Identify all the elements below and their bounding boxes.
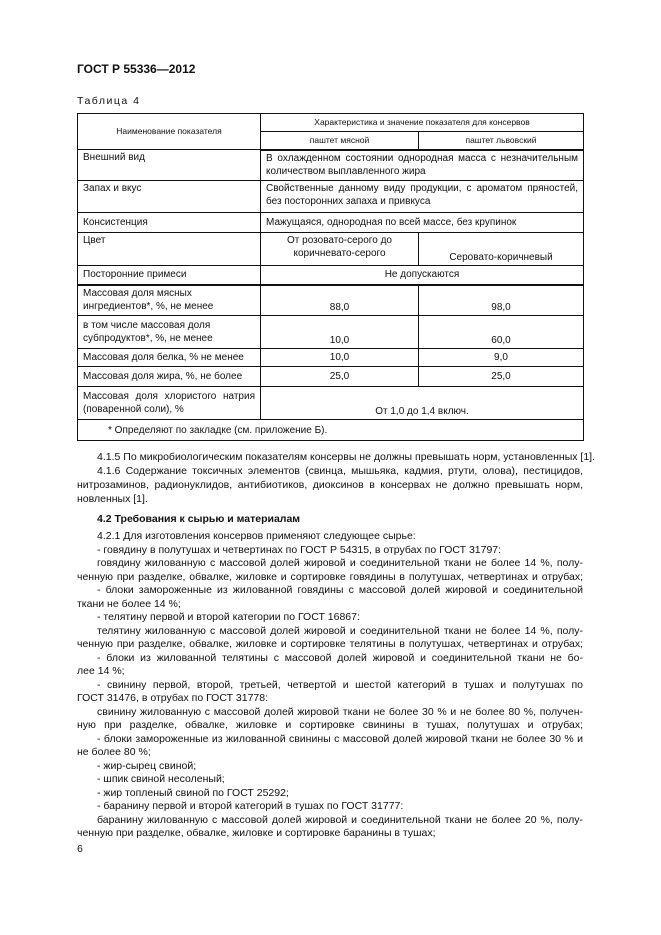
paragraph-line: свинину жилованную с массовой долей жировой ткани не более 30 % и не более 80 %, получен-	[97, 705, 583, 718]
paragraph-line: ченную при разделке, обвалке, жиловке и сортировке баранины в тушах;	[77, 827, 436, 839]
row-name: Внешний вид	[78, 150, 261, 181]
document-id: ГОСТ Р 55336—2012	[77, 62, 196, 76]
paragraph-line: - свинину первой, второй, третьей, четвертой и шестой категорий в тушах и полутушах по	[97, 678, 583, 691]
table-row	[78, 181, 584, 213]
row-value: От 1,0 до 1,4 включ.	[261, 387, 584, 420]
paragraph-line: баранину жилованную с массовой долей жировой и соединительной ткани не более 20 %, полу-	[97, 813, 583, 826]
row-value-1: 88,0	[261, 285, 419, 316]
paragraph-line: ченную при разделке, обвалке, жиловке и сортировке говядины в полутушах, четвертинах и отрубах;	[77, 570, 583, 583]
table-row	[78, 316, 584, 349]
row-name: Массовая доля хлористого натрия (поваренной соли), %	[78, 387, 261, 420]
row-name: Массовая доля жира, %, не более	[78, 367, 261, 387]
paragraph-line: - блоки замороженные из жилованной свинины с массовой долей жировой ткани не более 30 % и	[97, 732, 583, 745]
paragraph-line: лее 14 %;	[77, 665, 125, 677]
paragraph-line: 4.2.1 Для изготовления консервов применяют следующее сырье:	[97, 530, 416, 542]
row-value-2: 25,0	[419, 367, 584, 387]
paragraph-line: ткани не более 14 %;	[77, 597, 181, 610]
table-row	[78, 266, 584, 285]
paragraph-line: ченную при разделке, обвалке, жиловке и сортировке телятины в полутушах, четвертинах и отрубах;	[77, 638, 583, 650]
row-name: в том числе массовая доля субпродуктов*, %, не менее	[78, 316, 261, 349]
paragraph-line: новленных [1].	[77, 493, 148, 505]
table-row	[78, 387, 584, 420]
col-header-group: Характеристика и значение показателя для консервов	[261, 114, 584, 132]
row-value-2: 98,0	[419, 285, 584, 316]
table-row	[78, 285, 584, 316]
row-value: Мажущаяся, однородная по всей массе, без крупинок	[261, 213, 584, 233]
row-value: Не допускаются	[261, 266, 584, 285]
row-value-1: 25,0	[261, 367, 419, 387]
table-row	[78, 367, 584, 387]
row-value-2: Серовато-коричневый	[419, 233, 584, 266]
paragraph-line: не более 80 %;	[77, 746, 151, 758]
col-header-name: Наименование показателя	[78, 114, 261, 150]
table-caption: Таблица 4	[77, 95, 141, 107]
paragraph-line: ГОСТ 31476, в отрубах по ГОСТ 31778:	[77, 692, 269, 704]
paragraph-line: телятину жилованную с массовой долей жировой и соединительной ткани не более 14 %, полу-	[97, 624, 583, 637]
paragraph-line: ную при разделке, обвалке, жиловке и сортировке свинины в тушах, полутушах и отрубах;	[77, 719, 583, 731]
col-sub-lviv-pate: паштет львовский	[419, 132, 584, 150]
paragraph-line: - блоки замороженные из жилованной говядины с массовой долей жировой и соединительной	[97, 584, 583, 596]
table-row	[78, 150, 584, 181]
row-name: Массовая доля белка, % не менее	[78, 349, 261, 367]
paragraph-line: - жир топленый свиной по ГОСТ 25292;	[97, 786, 289, 799]
row-name: Цвет	[78, 233, 261, 266]
paragraph-line: - телятину первой и второй категории по ГОСТ 16867:	[97, 611, 360, 623]
row-value-1: 10,0	[261, 316, 419, 349]
row-value-1: 10,0	[261, 349, 419, 367]
table-row	[78, 213, 584, 233]
row-value-2: 9,0	[419, 349, 584, 367]
row-value: Свойственные данному виду продукции, с ароматом пряностей, без посторонних запаха и привкуса	[261, 181, 584, 213]
col-sub-meat-pate: паштет мясной	[261, 132, 419, 150]
paragraph-line: - говядину в полутушах и четвертинах по ГОСТ Р 54315, в отрубах по ГОСТ 31797:	[97, 543, 502, 556]
row-name: Посторонние примеси	[78, 266, 261, 285]
page-number: 6	[77, 843, 83, 855]
row-value-2: 60,0	[419, 316, 584, 349]
row-name: Запах и вкус	[78, 181, 261, 213]
paragraphs-4-1	[77, 450, 596, 506]
row-value: В охлажденном состоянии однородная масса с незначительным количеством выплавленного жира	[261, 150, 584, 181]
table-row	[78, 349, 584, 367]
paragraph-line: - шпик свиной несоленый;	[97, 773, 225, 785]
paragraph-line: - баранину первой и второй категорий в тушах по ГОСТ 31777:	[97, 800, 404, 812]
table-footnote: * Определяют по закладке (см. приложение Б).	[78, 420, 584, 441]
table-row	[78, 233, 584, 266]
section-4-2-1	[77, 530, 583, 841]
row-value-1: От розовато-серого до коричневато-серого	[261, 233, 419, 266]
section-heading: 4.2 Требования к сырью и материалам	[97, 513, 301, 525]
paragraph-line: - блоки из жилованной телятины с массовой долей жировой и соединительной ткани не бо-	[97, 651, 583, 664]
row-name: Массовая доля мясных ингредиентов*, %, не менее	[78, 285, 261, 316]
paragraph-line: нитрозаминов, радионуклидов, антибиотиков, диоксинов в консервах не должно превышать норм,	[77, 479, 583, 491]
paragraph-line: - жир-сырец свиной;	[97, 759, 197, 772]
row-name: Консистенция	[78, 213, 261, 233]
paragraph-line: 4.1.6 Содержание токсичных элементов (свинца, мышьяка, кадмия, ртути, олова), пестицидов,	[97, 465, 583, 477]
paragraph-line: говядину жилованную с массовой долей жировой и соединительной ткани не более 14 %, полу-	[97, 557, 583, 569]
paragraph-line: 4.1.5 По микробиологическим показателям консервы не должны превышать норм, установленных [1].	[97, 451, 596, 463]
indicators-table	[77, 113, 584, 441]
